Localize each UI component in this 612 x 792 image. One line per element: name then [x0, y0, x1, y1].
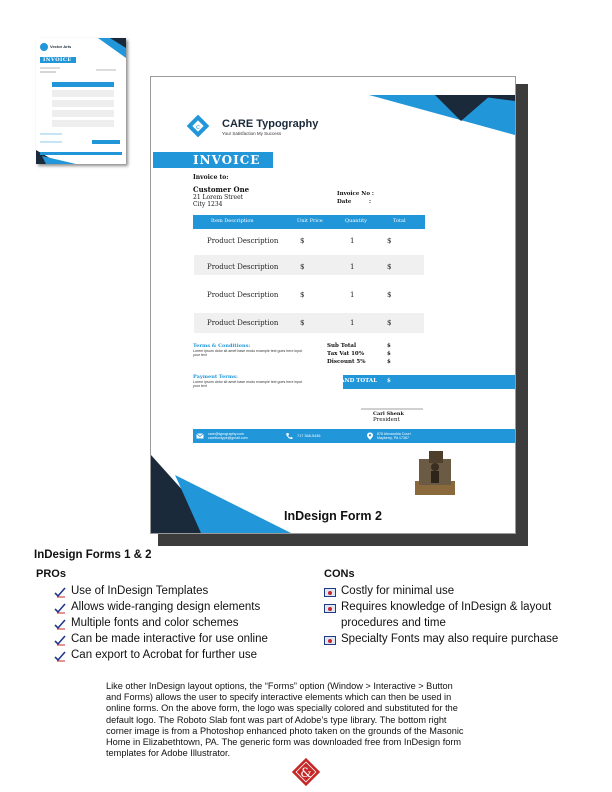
address-line-2: City 1234 — [193, 201, 223, 208]
row-quantity: 1 — [350, 291, 355, 299]
signer-name: Carl Shenk — [373, 411, 405, 417]
signer-title: President — [373, 417, 400, 423]
con-bullet-icon — [324, 636, 336, 645]
row-description: Product Description — [207, 263, 279, 271]
table-row — [193, 319, 425, 331]
terms-title: Terms & Conditions: — [193, 343, 251, 349]
footer-address — [377, 432, 411, 441]
footer-address-1: 876 Alexandria Court — [377, 432, 411, 436]
footer-phone: 717 368-5436 — [297, 434, 321, 438]
footer-email — [208, 432, 248, 441]
subtotal-label: Sub Total — [327, 343, 357, 349]
payment-terms-title: Payment Terms: — [193, 374, 238, 380]
invoice-form — [150, 76, 516, 534]
footer-address-2: Mayberry, PA 17367 — [377, 436, 410, 441]
paragraph-line: default logo. The Roboto Slab font was part of Adobe’s type library. The bottom right — [106, 714, 447, 725]
con-item-continued: procedures and time — [341, 617, 446, 629]
location-icon — [366, 432, 374, 440]
grand-total-value: $ — [387, 378, 391, 384]
paragraph-line: Home in Elizabethtown, PA. The generic form was downloaded free from InDesign form — [106, 737, 462, 748]
invoice-heading: INVOICE — [193, 153, 261, 167]
ampersand-logo-icon — [290, 756, 322, 788]
footer-email-2: careboxtype@gmail.com — [208, 436, 248, 441]
grand-total-label: GRAND TOTAL — [331, 378, 378, 384]
row-quantity: 1 — [350, 263, 355, 271]
column-header: Unit Price — [297, 218, 323, 224]
row-total: $ — [387, 319, 392, 327]
footer-email-1: care@typography.com — [208, 432, 244, 436]
description-paragraph — [106, 681, 464, 759]
pro-item: Can export to Acrobat for further use — [71, 649, 258, 661]
checkmark-icon — [54, 634, 66, 646]
item-table-header — [193, 218, 425, 228]
paragraph-line: corner image is from a Photoshop enhanced photo taken on the grounds of the Masonic — [106, 725, 464, 736]
pro-item: Multiple fonts and color schemes — [71, 617, 239, 629]
con-bullet-icon — [324, 604, 336, 613]
row-description: Product Description — [207, 291, 279, 299]
invoice-to-label: Invoice to: — [193, 174, 229, 181]
con-item: Specialty Fonts may also require purchase — [341, 633, 559, 645]
checkmark-icon — [54, 618, 66, 630]
con-bullet-icon — [324, 588, 336, 597]
brand-tagline: Your Satisfaction My Success — [222, 131, 282, 136]
thumbnail-logo-text: Vector Arts — [50, 44, 72, 49]
subtotal-value: $ — [387, 343, 391, 349]
row-total: $ — [387, 291, 392, 299]
cons-heading: CONs — [324, 568, 355, 580]
terms-text: Lorem ipsum dolor sit amet base modo example text goes here input your text — [193, 349, 303, 358]
payment-terms-text: Lorem ipsum dolor sit amet base modo example text goes here input your text — [193, 380, 303, 389]
checkmark-icon — [54, 602, 66, 614]
row-total: $ — [387, 263, 392, 271]
checkmark-icon — [54, 586, 66, 598]
tax-value: $ — [387, 351, 391, 357]
row-quantity: 1 — [350, 237, 355, 245]
paragraph-line: templates for Adobe Illustrator. — [106, 748, 231, 759]
table-row — [193, 237, 425, 249]
phone-icon — [285, 432, 293, 440]
care-logo-icon — [185, 113, 211, 139]
discount-label: Discount 5% — [327, 359, 366, 365]
row-description: Product Description — [207, 237, 279, 245]
column-header: Item Description — [211, 218, 254, 224]
form-caption: InDesign Form 2 — [284, 509, 382, 523]
svg-text:&: & — [300, 766, 312, 781]
con-item: Costly for minimal use — [341, 585, 455, 597]
row-unit-price: $ — [300, 291, 305, 299]
svg-text:c: c — [196, 123, 200, 131]
masonic-statue-photo — [415, 451, 455, 495]
row-quantity: 1 — [350, 319, 355, 327]
pro-item: Can be made interactive for use online — [71, 633, 268, 645]
address-line-1: 21 Lorem Street — [193, 194, 244, 201]
con-item: Requires knowledge of InDesign & layout — [341, 601, 552, 613]
tax-label: Tax Vat 10% — [327, 351, 364, 357]
customer-name: Customer One — [193, 185, 250, 194]
column-header: Quantity — [345, 218, 367, 224]
invoice-corner-shapes — [151, 77, 515, 533]
pro-item: Use of InDesign Templates — [71, 585, 209, 597]
row-total: $ — [387, 237, 392, 245]
email-icon — [196, 432, 204, 440]
row-description: Product Description — [207, 319, 279, 327]
row-unit-price: $ — [300, 319, 305, 327]
invoice-thumbnail — [36, 38, 126, 164]
paragraph-line: online forms. On the above form, the logo was specially colored and substituted for the — [106, 703, 458, 714]
row-unit-price: $ — [300, 237, 305, 245]
paragraph-line: and Forms) allows the user to specify interactive elements which can then be used in — [106, 692, 452, 703]
brand-name: CARE Typography — [222, 118, 319, 130]
table-row — [193, 291, 425, 303]
date-colon: : — [369, 199, 372, 205]
discount-value: $ — [387, 359, 391, 365]
section-title: InDesign Forms 1 & 2 — [34, 549, 152, 561]
table-row — [193, 263, 425, 275]
invoice-no-label: Invoice No : — [337, 191, 374, 197]
checkmark-icon — [54, 650, 66, 662]
row-unit-price: $ — [300, 263, 305, 271]
pros-heading: PROs — [36, 568, 66, 580]
pro-item: Allows wide-ranging design elements — [71, 601, 261, 613]
paragraph-line: Like other InDesign layout options, the “Forms” option (Window > Interactive > Button — [106, 681, 453, 691]
column-header: Total — [393, 218, 406, 224]
date-label: Date — [337, 199, 352, 205]
thumbnail-heading: INVOICE — [43, 57, 72, 63]
